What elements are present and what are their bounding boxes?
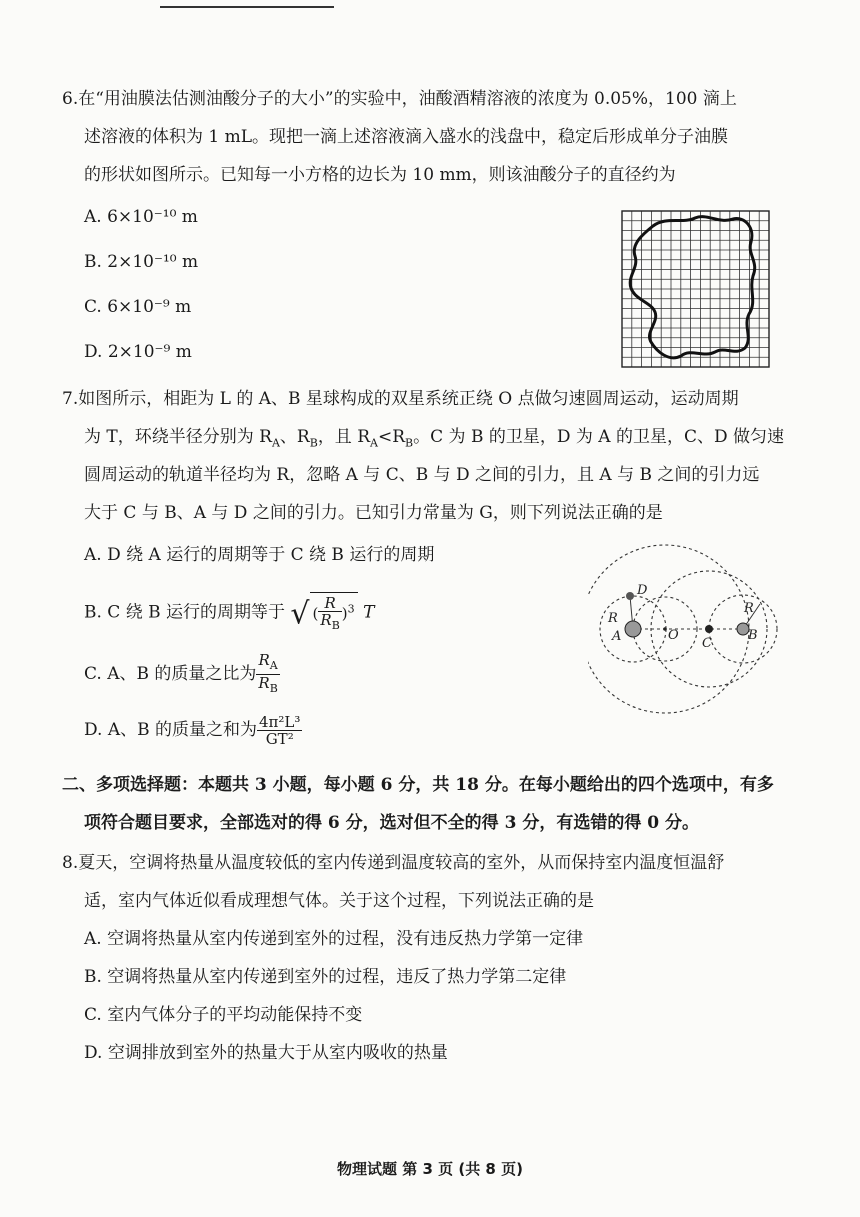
- q7-line-4: 大于 C 与 B、A 与 D 之间的引力。已知引力常量为 G，则下列说法正确的是: [84, 503, 663, 523]
- star-a: [625, 621, 641, 637]
- satellite-c: [705, 625, 713, 633]
- label-a: A: [612, 629, 622, 644]
- q7-option-b: B. C 绕 B 运行的周期等于 √ ( $\frac{R}{R_B}$ )$^3$ T: [84, 594, 375, 632]
- q8-option-d: D. 空调排放到室外的热量大于从室内吸收的热量: [84, 1043, 448, 1063]
- oil-film-outline: [630, 217, 755, 358]
- section-2-line-1: 二、多项选择题：本题共 3 小题，每小题 6 分，共 18 分。在每小题给出的四个选项中，有多: [62, 775, 774, 795]
- label-d: D: [637, 583, 648, 598]
- sqrt-expression: √ ( $\frac{R}{R_B}$ )$^3$: [290, 592, 357, 634]
- center-o: [663, 627, 667, 631]
- q8-option-c: C. 室内气体分子的平均动能保持不变: [84, 1005, 363, 1025]
- label-c: C: [702, 636, 712, 651]
- q6-line-1: 6.在“用油膜法估测油酸分子的大小”的实验中，油酸酒精溶液的浓度为 0.05%，100 滴上: [62, 89, 737, 109]
- q8-option-b: B. 空调将热量从室内传递到室外的过程，违反了热力学第二定律: [84, 967, 567, 987]
- label-b: B: [748, 628, 758, 643]
- label-r-b: R: [744, 601, 754, 616]
- q6-option-a: A. 6×10⁻¹⁰ m: [84, 207, 198, 227]
- q6-line-2: 述溶液的体积为 1 mL。现把一滴上述溶液滴入盛水的浅盘中，稳定后形成单分子油膜: [84, 127, 729, 147]
- q7-option-c: C. A、B 的质量之比为 $\frac{R_A}{R_B}$: [84, 651, 278, 695]
- binary-star-diagram: [588, 540, 800, 718]
- label-o: O: [668, 628, 679, 643]
- section-2-line-2: 项符合题目要求，全部选对的得 6 分，选对但不全的得 3 分，有选错的得 0 分。: [84, 813, 699, 833]
- q7-option-d: D. A、B 的质量之和为 $\frac{\text{4π²L³}}{\text{GT²}}$: [84, 713, 301, 748]
- q7-line-1: 7.如图所示，相距为 L 的 A、B 星球构成的双星系统正绕 O 点做匀速圆周运动，运动周期: [62, 389, 739, 409]
- q6-option-d: D. 2×10⁻⁹ m: [84, 342, 192, 362]
- q8-option-a: A. 空调将热量从室内传递到室外的过程，没有违反热力学第一定律: [84, 929, 584, 949]
- label-r-a: R: [608, 611, 618, 626]
- q6-option-b: B. 2×10⁻¹⁰ m: [84, 252, 199, 272]
- q6-line-3: 的形状如图所示。已知每一小方格的边长为 10 mm，则该油酸分子的直径约为: [84, 165, 676, 185]
- q6-option-c: C. 6×10⁻⁹ m: [84, 297, 192, 317]
- q7-line-2: 为 T，环绕半径分别为 $R_A$、$R_B$，且 $R_A<R_B$。C 为 B 的卫星，D 为 A 的卫星，C、D 做匀速: [84, 427, 784, 450]
- q7-line-3: 圆周运动的轨道半径均为 R，忽略 A 与 C、B 与 D 之间的引力，且 A 与 B 之间的引力远: [84, 465, 760, 485]
- page-footer: 物理试题 第 3 页 (共 8 页): [337, 1160, 523, 1178]
- q8-line-1: 8.夏天，空调将热量从温度较低的室内传递到温度较高的室外，从而保持室内温度恒温舒: [62, 853, 725, 873]
- satellite-d: [626, 592, 634, 600]
- q7-option-a: A. D 绕 A 运行的周期等于 C 绕 B 运行的周期: [84, 545, 435, 565]
- oil-film-grid-figure: [621, 210, 781, 370]
- top-rule: [160, 6, 334, 8]
- q8-line-2: 适，室内气体近似看成理想气体。关于这个过程，下列说法正确的是: [84, 891, 594, 911]
